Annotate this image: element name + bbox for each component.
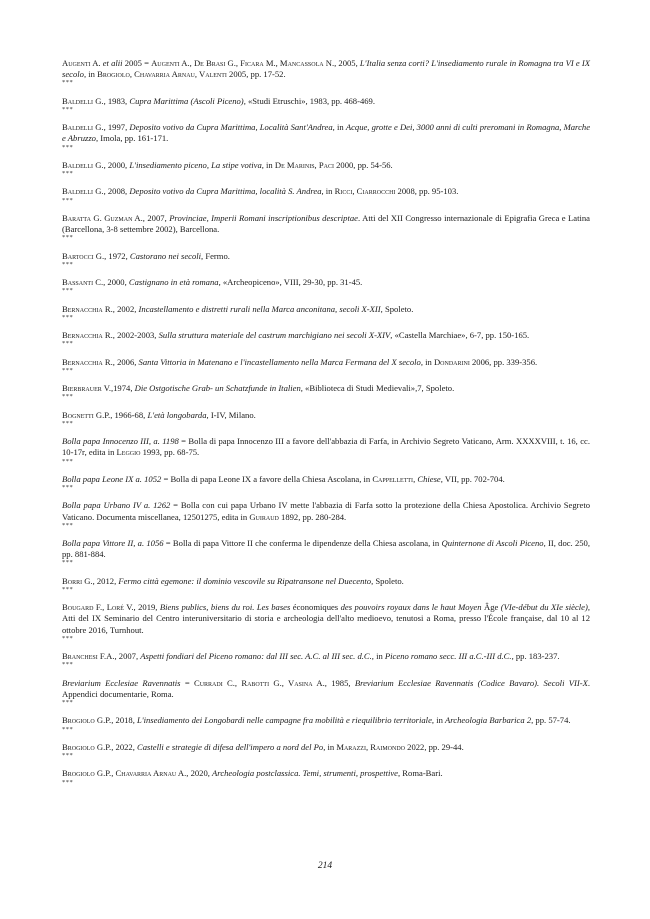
entry-text [62, 251, 590, 262]
title-text: Acque, grotte e Dei, 3000 anni di culti preromani in Romagna, Marche e Abruzzo [62, 122, 591, 144]
title-text: Piceno romano secc. III a.C.-III d.C. [384, 651, 512, 662]
entry-text [62, 160, 590, 171]
citation-text: , Spoleto. [380, 303, 414, 314]
title-text: Biens publics, biens du roi. Les bases [159, 602, 291, 613]
bibliography-entry [62, 742, 590, 759]
title-text: Castelli e strategie di difesa dell'impero a nord del Po [137, 741, 324, 752]
entry-separator: *** [62, 143, 74, 151]
entry-separator: *** [62, 521, 74, 529]
entry-text [62, 768, 590, 779]
bibliography-entry [62, 576, 590, 593]
title-text: Bolla papa Leone IX a. 1052 [62, 473, 162, 484]
title-text: et alii [102, 58, 123, 68]
title-text: Breviarium Ecclesiae Ravennatis [62, 677, 181, 688]
title-text: (VIe-début du XIe siècle) [500, 602, 588, 613]
author-name: Bernacchia R. [62, 330, 113, 341]
author-name: Borri G. [62, 575, 93, 586]
author-name: Baratta G. Guzman A. [62, 212, 143, 223]
author-name: Augenti A. [62, 58, 103, 68]
author-name: Dondarini [433, 356, 470, 367]
entry-separator: *** [62, 634, 74, 642]
entry-text [62, 602, 590, 636]
citation-text: , Atti del IX Seminario del Centro interuniversitario di storia e archeologia dell'alto medioevo, tenutosi a Roma, presso l'École française, dal 10 al 12 ottobre 2016, Turnhout. [62, 602, 590, 635]
author-name: Baldelli G. [62, 95, 104, 106]
citation-text: , in [323, 741, 337, 752]
entry-text [62, 277, 590, 288]
title-text: Aspetti fondiari del Piceno romano: dal III sec. A.C. al III sec. d.C. [140, 651, 372, 662]
citation-text: Âge [481, 602, 501, 613]
bibliography-entry [62, 357, 590, 374]
entry-separator: *** [62, 313, 74, 321]
entry-text [62, 186, 590, 197]
entry-separator: *** [62, 725, 74, 733]
citation-text: , 2012, [92, 575, 119, 586]
entry-separator: *** [62, 260, 74, 268]
author-name: Bierbrauer V. [62, 383, 111, 394]
author-name: Ricci, Ciarrocchi [334, 186, 396, 197]
bibliography-entry [62, 213, 590, 241]
entry-separator: *** [62, 366, 74, 374]
citation-text: 2022, pp. 29-44. [405, 741, 464, 752]
entry-separator: *** [62, 234, 74, 242]
citation-text: . Atti del XII Congresso internazionale di Epigrafia Greca e Latina (Barcellona, 3-8 settembre 2002), Barcellona. [62, 212, 591, 235]
author-name: Cappelletti [372, 473, 414, 484]
entry-separator: *** [62, 196, 74, 204]
citation-text: , I-IV, Milano. [206, 409, 256, 420]
entry-separator: *** [62, 484, 74, 492]
citation-text: = Bolla di papa Innocenzo III a favore dell'abbazia di Farfa, in Archivio Segreto Vaticano, Arm. XXXXVIII, t. 16, cc. 10-17r, edita in [62, 436, 590, 458]
bibliography-entry [62, 474, 590, 491]
bibliography-entry [62, 96, 590, 113]
bibliography-entry [62, 277, 590, 294]
citation-text: , Imola, pp. 161-171. [95, 133, 169, 144]
citation-text: , 2006, [112, 356, 139, 367]
entry-separator: *** [62, 340, 74, 348]
bibliography-entry [62, 251, 590, 268]
citation-text: , 1972, [104, 250, 130, 261]
author-name: Brogiolo G.P. [62, 715, 112, 726]
citation-text: 1993, pp. 68-75. [140, 447, 200, 458]
bibliography-list [62, 58, 590, 795]
entry-separator: *** [62, 559, 74, 567]
author-name: De Marinis, Paci [274, 159, 334, 170]
citation-text: 2005, pp. 17-52. [226, 69, 286, 80]
citation-text: 2005 = [122, 58, 152, 68]
author-name: Bougard F., Loré V. [62, 602, 134, 613]
title-text: Cupra Marittima (Ascoli Piceno) [129, 95, 244, 106]
citation-text: , in [371, 651, 385, 662]
citation-text: = Bolla di papa Leone IX a favore della Chiesa Ascolana, in [161, 473, 373, 484]
citation-text: , VII, pp. 702-704. [440, 473, 505, 484]
citation-text: , «Biblioteca di Studi Medievali»,7, Spoleto. [300, 383, 455, 394]
title-text: Die Ostgotische Grab- un Schatzfunde in Italien [134, 383, 301, 394]
author-name: Brogiolo G.P., Chavarria Arnau A. [62, 768, 187, 779]
citation-text: , 2007, [114, 651, 141, 662]
title-text: Provinciae, Imperii Romani inscriptionibus descriptae [169, 212, 358, 223]
citation-text: , «Studi Etruschi», 1983, pp. 468-469. [243, 95, 375, 106]
bibliography-entry [62, 500, 590, 528]
citation-text: , in [431, 715, 446, 726]
citation-text: , 2008, [103, 186, 130, 197]
author-name: Baldelli G. [62, 122, 104, 133]
title-text: L'Italia senza corti? L'insediamento rurale in Romagna tra VI e IX secolo [62, 58, 590, 80]
citation-text: 2006, pp. 339-356. [469, 356, 538, 367]
author-name: Marazzi, Raimondo [336, 741, 405, 752]
entry-text [62, 538, 590, 560]
citation-text: , 1985, [324, 677, 355, 688]
citation-text: 2008, pp. 95-103. [395, 186, 459, 197]
author-name: Brogiolo, Chavarria Arnau, Valenti [97, 69, 227, 80]
entry-text [62, 330, 590, 341]
entry-text [62, 576, 590, 587]
bibliography-entry [62, 330, 590, 347]
bibliography-entry [62, 768, 590, 785]
entry-separator: *** [62, 419, 74, 427]
entry-text [62, 742, 590, 753]
author-name: Brogiolo G.P. [62, 741, 112, 752]
citation-text: , 2002, [112, 303, 139, 314]
citation-text: , «Archeopiceno», VIII, 29-30, pp. 31-45. [218, 277, 363, 288]
title-text: Castorano nei secoli [129, 250, 202, 261]
bibliography-entry [62, 304, 590, 321]
author-name: Guiraud [249, 511, 279, 522]
citation-text: , 2020, [186, 768, 213, 779]
citation-text: , pp. 183-237. [511, 651, 560, 662]
citation-text: , Roma-Bari. [398, 768, 443, 779]
citation-text: , 2005, [334, 58, 360, 68]
title-text: Archeologia postclassica. Temi, strumenti, prospettive [212, 768, 398, 779]
citation-text: , 1997, [103, 122, 130, 133]
entry-text [62, 651, 590, 662]
title-text: L'età longobarda [147, 409, 207, 420]
entry-text [62, 383, 590, 394]
author-name: Bassanti C. [62, 277, 104, 288]
author-name: Curradi C., Rabotti G., Vasina A. [193, 677, 325, 688]
title-text: Fermo città egemone: il dominio vescovile su Ripatransone nel Duecento [118, 575, 372, 586]
title-text: Incastellamento e distretti rurali nella Marca anconitana, secoli X-XII [138, 303, 381, 314]
citation-text: , 1983, [103, 95, 130, 106]
page-number: 214 [317, 861, 333, 871]
citation-text: . Appendici documentarie, Roma. [62, 677, 591, 699]
bibliography-entry [62, 678, 590, 706]
author-name: Bernacchia R. [62, 356, 113, 367]
entry-text [62, 410, 590, 421]
bibliography-entry [62, 715, 590, 732]
citation-text: , in [321, 186, 335, 197]
bibliography-entry [62, 410, 590, 427]
citation-text: , 2018, [111, 715, 137, 726]
entry-text [62, 474, 590, 485]
title-text: Bolla papa Urbano IV a. 1262 [62, 500, 171, 511]
entry-text [62, 122, 590, 144]
entry-separator: *** [62, 287, 74, 295]
citation-text: économiques [290, 602, 341, 613]
entry-separator: *** [62, 752, 74, 760]
bibliography-entry [62, 651, 590, 668]
entry-separator: *** [62, 778, 74, 786]
citation-text: 1892, pp. 280-284. [278, 511, 347, 522]
entry-text [62, 357, 590, 368]
entry-text [62, 678, 590, 700]
title-text: L'insediamento piceno, La stipe votiva [129, 159, 262, 170]
author-name: Augenti A., De Brasi G., Ficara M., Mancassola N. [151, 58, 335, 68]
title-text: Bolla papa Vittore II, a. 1056 [62, 538, 164, 549]
title-text: L'insediamento dei Longobardi nelle campagne fra mobilità e riequilibrio territoriale [137, 715, 432, 726]
entry-text [62, 304, 590, 315]
bibliography-entry [62, 58, 590, 86]
entry-text [62, 500, 590, 522]
author-name: Branchesi F.A. [62, 651, 115, 662]
citation-text: , [413, 473, 418, 484]
title-text: Deposito votivo da Cupra Marittima, Località Sant'Andrea [129, 122, 333, 133]
entry-separator: *** [62, 105, 74, 113]
citation-text: 2000, pp. 54-56. [333, 159, 393, 170]
title-text: Archeologia Barbarica 2 [445, 715, 532, 726]
bibliography-entry [62, 160, 590, 177]
title-text: Santa Vittoria in Matenano e l'incastellamento nella Marca Fermana del X secolo [138, 356, 421, 367]
bibliography-entry [62, 186, 590, 203]
entry-text [62, 436, 590, 458]
title-text: Deposito votivo da Cupra Marittima, località S. Andrea [129, 186, 322, 197]
title-text: Chiese [417, 473, 441, 484]
citation-text: ,1974, [110, 383, 135, 394]
bibliography-entry [62, 602, 590, 642]
entry-text [62, 58, 590, 80]
entry-text [62, 715, 590, 726]
title-text: Quinternone di Ascoli Piceno [441, 538, 544, 549]
author-name: Bartocci G. [62, 250, 105, 261]
citation-text: , 2002-2003, [112, 330, 159, 341]
citation-text: , in [420, 356, 434, 367]
citation-text: = [180, 677, 194, 688]
entry-separator: *** [62, 79, 74, 87]
citation-text: , in [332, 122, 346, 133]
title-text: des pouvoirs royaux dans le haut Moyen [340, 602, 482, 613]
author-name: Baldelli G. [62, 159, 104, 170]
entry-separator: *** [62, 170, 74, 178]
citation-text: , 2022, [111, 741, 137, 752]
author-name: Baldelli G. [62, 186, 104, 197]
title-text: Breviarium Ecclesiae Ravennatis (Codice Bavaro). Secoli VII-X [354, 677, 588, 688]
citation-text: , pp. 57-74. [531, 715, 571, 726]
citation-text: , «Castella Marchiae», 6-7, pp. 150-165. [390, 330, 530, 341]
title-text: Bolla papa Innocenzo III, a. 1198 [62, 436, 179, 447]
entry-text [62, 96, 590, 107]
author-name: Bognetti G.P. [62, 409, 111, 420]
title-text: Castignano in età romana [128, 277, 219, 288]
citation-text: , in [261, 159, 275, 170]
bibliography-entry [62, 538, 590, 566]
bibliography-entry [62, 383, 590, 400]
citation-text: , 2007, [142, 212, 170, 223]
citation-text: , in [83, 69, 98, 80]
bibliography-entry [62, 436, 590, 464]
citation-text: , 2019, [133, 602, 160, 613]
citation-text: , Fermo. [201, 250, 230, 261]
author-name: Leggio [116, 447, 141, 458]
bibliography-entry [62, 122, 590, 150]
entry-separator: *** [62, 393, 74, 401]
entry-separator: *** [62, 699, 74, 707]
citation-text: , II, doc. 250, pp. 881-884. [62, 538, 591, 560]
citation-text: , 1966-68, [110, 409, 148, 420]
entry-separator: *** [62, 457, 74, 465]
author-name: Bernacchia R. [62, 303, 113, 314]
entry-separator: *** [62, 661, 74, 669]
citation-text: = Bolla di papa Vittore II che conferma le dipendenze della Chiesa ascolana, in [163, 538, 442, 549]
citation-text: , 2000, [103, 159, 130, 170]
title-text: Sulla struttura materiale del castrum marchigiano nei secoli X-XIV [158, 330, 391, 341]
entry-separator: *** [62, 585, 74, 593]
citation-text: , Spoleto. [371, 575, 404, 586]
citation-text: , 2000, [103, 277, 129, 288]
entry-text [62, 213, 590, 235]
citation-text: = Bolla con cui papa Urbano IV mette l'abbazia di Farfa sotto la protezione della Chiesa Apostolica. Archivio Segreto Vaticano. Documenta miscellanea, 12501275, edita in [62, 500, 591, 522]
